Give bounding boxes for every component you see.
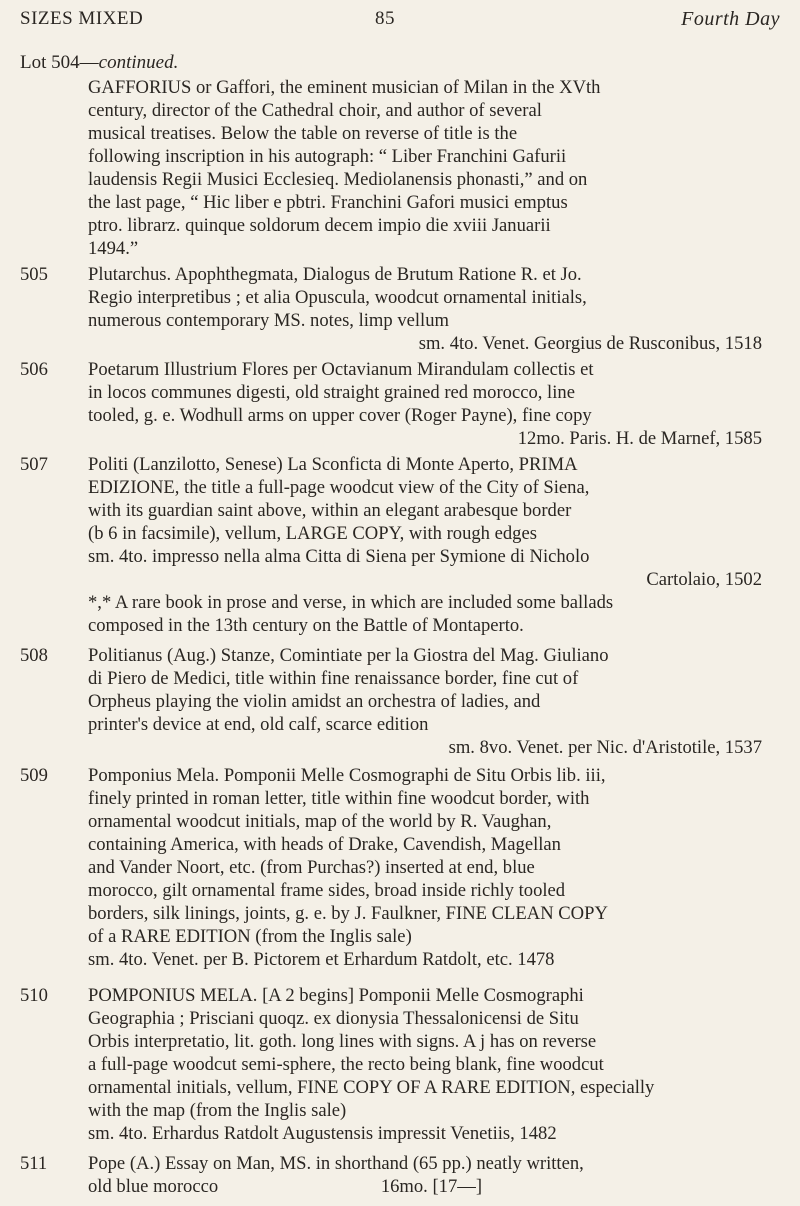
entry-line: of a RARE EDITION (from the Inglis sale) <box>88 926 412 947</box>
entry-imprint: sm. 8vo. Venet. per Nic. d'Aristotile, 1537 <box>448 737 762 758</box>
lot-number: 505 <box>20 264 48 285</box>
entry-line: Poetarum Illustrium Flores per Octavianum Mirandulam collectis et <box>88 359 594 380</box>
entry-line: old blue morocco 16mo. [17—] <box>88 1176 483 1197</box>
lot-number: 509 <box>20 765 48 786</box>
entry-line: morocco, gilt ornamental frame sides, broad inside richly tooled <box>88 880 566 901</box>
entry-line: Politianus (Aug.) Stanze, Comintiate per la Giostra del Mag. Giuliano <box>88 645 609 666</box>
entry-line: EDIZIONE, the title a full-page woodcut view of the City of Siena, <box>88 477 590 498</box>
lot-entry-508 <box>20 644 790 759</box>
entry-line: the last page, “ Hic liber e pbtri. Franchini Gafori musici emptus <box>88 192 568 213</box>
entry-line: Orpheus playing the violin amidst an orchestra of ladies, and <box>88 691 541 712</box>
header-right: Fourth Day <box>681 8 780 30</box>
entry-line: tooled, g. e. Wodhull arms on upper cover (Roger Payne), fine copy <box>88 405 592 426</box>
page-number: 85 <box>375 8 395 29</box>
lot-entry-506 <box>20 358 790 450</box>
entry-line: containing America, with heads of Drake, Cavendish, Magellan <box>88 834 561 855</box>
entry-line: GAFFORIUS or Gaffori, the eminent musician of Milan in the XVth <box>88 77 601 98</box>
lot-heading <box>20 52 178 74</box>
entry-line: 1494.” <box>88 238 139 259</box>
entry-line: ptro. librarz. quinque soldorum decem impio die xviii Januarii <box>88 215 551 236</box>
header-left: SIZES MIXED <box>20 8 144 29</box>
entry-line: numerous contemporary MS. notes, limp vellum <box>88 310 449 331</box>
entry-note: *,* A rare book in prose and verse, in which are included some ballads <box>88 592 614 613</box>
entry-line: Orbis interpretatio, lit. goth. long lines with signs. A j has on reverse <box>88 1031 597 1052</box>
entry-line: di Piero de Medici, title within fine renaissance border, fine cut of <box>88 668 579 689</box>
entry-line: with the map (from the Inglis sale) <box>88 1100 347 1121</box>
lot-number: 508 <box>20 645 48 666</box>
entry-line: sm. 4to. impresso nella alma Citta di Siena per Symione di Nicholo <box>88 546 590 567</box>
entry-line: Geographia ; Prisciani quoqz. ex dionysia Thessalonicensi de Situ <box>88 1008 579 1029</box>
lot-number: 511 <box>20 1153 48 1174</box>
entry-line: finely printed in roman letter, title within fine woodcut border, with <box>88 788 590 809</box>
entry-line: Pomponius Mela. Pomponii Melle Cosmographi de Situ Orbis lib. iii, <box>88 765 606 786</box>
entry-line: laudensis Regii Musici Ecclesieq. Mediolanensis phonasti,” and on <box>88 169 588 190</box>
lot-entry-505 <box>20 263 790 355</box>
lot-entry-509 <box>20 764 790 971</box>
entry-line: musical treatises. Below the table on reverse of title is the <box>88 123 518 144</box>
entry-line: in locos communes digesti, old straight grained red morocco, line <box>88 382 575 403</box>
lot-heading-prefix: Lot 504— <box>20 52 99 73</box>
entry-line: POMPONIUS MELA. [A 2 begins] Pomponii Melle Cosmographi <box>88 985 584 1006</box>
lot-entry-504 <box>20 76 790 260</box>
running-header <box>20 8 780 38</box>
lot-number: 506 <box>20 359 48 380</box>
entry-line: ornamental initials, vellum, FINE COPY OF A RARE EDITION, especially <box>88 1077 655 1098</box>
entry-line: ornamental woodcut initials, map of the world by R. Vaughan, <box>88 811 552 832</box>
entry-line: with its guardian saint above, within an elegant arabesque border <box>88 500 572 521</box>
entry-line: and Vander Noort, etc. (from Purchas?) inserted at end, blue <box>88 857 535 878</box>
entry-line: a full-page woodcut semi-sphere, the recto being blank, fine woodcut <box>88 1054 604 1075</box>
entry-line: Pope (A.) Essay on Man, MS. in shorthand (65 pp.) neatly written, <box>88 1153 584 1174</box>
entry-imprint: Cartolaio, 1502 <box>646 569 762 590</box>
entry-line: borders, silk linings, joints, g. e. by J. Faulkner, FINE CLEAN COPY <box>88 903 608 924</box>
lot-entry-510 <box>20 984 790 1145</box>
lot-number: 510 <box>20 985 48 1006</box>
entry-note: composed in the 13th century on the Battle of Montaperto. <box>88 615 524 636</box>
entry-imprint: 12mo. Paris. H. de Marnef, 1585 <box>517 428 762 449</box>
entry-line: sm. 4to. Venet. per B. Pictorem et Erhardum Ratdolt, etc. 1478 <box>88 949 555 970</box>
entry-line: following inscription in his autograph: “ Liber Franchini Gafurii <box>88 146 567 167</box>
entry-imprint: sm. 4to. Venet. Georgius de Rusconibus, 1518 <box>418 333 762 354</box>
entry-line: sm. 4to. Erhardus Ratdolt Augustensis impressit Venetiis, 1482 <box>88 1123 557 1144</box>
entry-line: Politi (Lanzilotto, Senese) La Sconficta di Monte Aperto, PRIMA <box>88 454 578 475</box>
lot-entry-507 <box>20 453 790 637</box>
lot-heading-continued: continued. <box>98 52 179 73</box>
entry-line: (b 6 in facsimile), vellum, LARGE COPY, with rough edges <box>88 523 537 544</box>
lot-number: 507 <box>20 454 48 475</box>
lot-entry-511 <box>20 1152 790 1198</box>
entry-line: Regio interpretibus ; et alia Opuscula, woodcut ornamental initials, <box>88 287 587 308</box>
entry-line: century, director of the Cathedral choir, and author of several <box>88 100 542 121</box>
entry-line: printer's device at end, old calf, scarce edition <box>88 714 429 735</box>
entry-line: Plutarchus. Apophthegmata, Dialogus de Brutum Ratione R. et Jo. <box>88 264 582 285</box>
